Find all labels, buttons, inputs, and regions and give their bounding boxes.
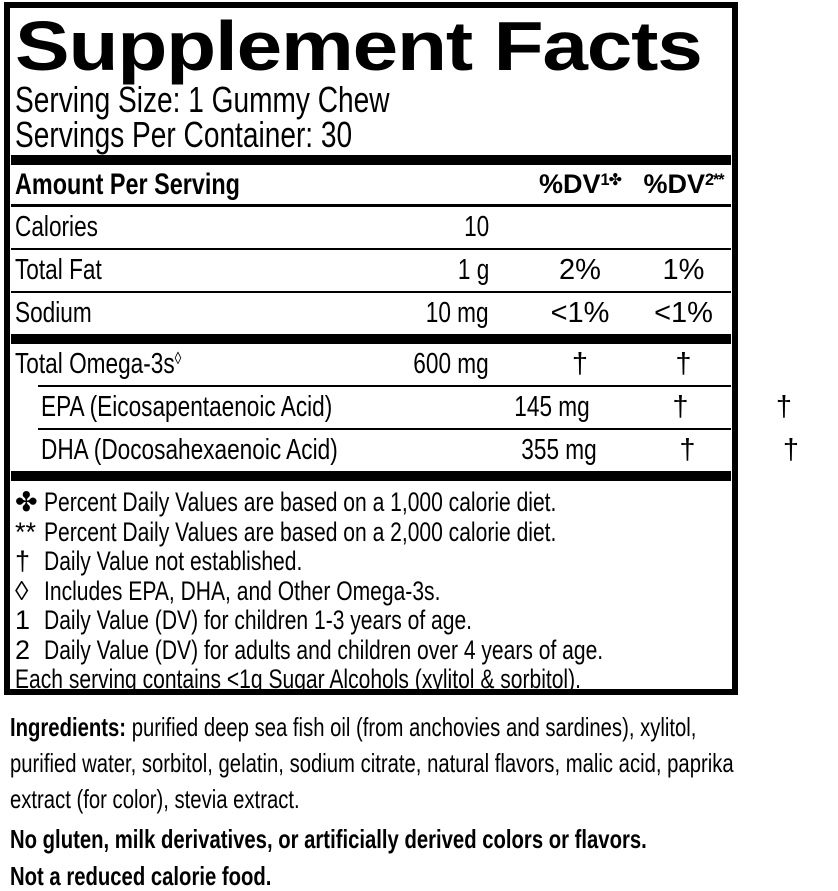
row-dv1: 2% [559, 254, 601, 286]
row-amount: 10 mg [426, 297, 489, 329]
servings-per-container-line: Servings Per Container: 30 [15, 114, 353, 155]
row-separator [11, 334, 731, 344]
footnote-line [11, 606, 731, 636]
row-dv2: † [775, 391, 793, 423]
footnote-text: Each serving contains <1g Sugar Alcohols (xylitol & sorbitol). [15, 664, 581, 694]
supplement-facts-panel [4, 2, 799, 695]
footnote-text: Daily Value (DV) for adults and children over 4 years of age. [44, 634, 604, 665]
panel-title: Supplement Facts [15, 7, 702, 85]
row-dv1: <1% [550, 297, 610, 329]
row-nutrient-name: Total Fat [15, 254, 102, 286]
footnotes-block [11, 488, 731, 695]
row-dv2: † [675, 348, 692, 380]
row-amount: 145 mg [514, 391, 590, 423]
footnote-line [11, 488, 731, 518]
table-row [11, 430, 799, 471]
row-dv2: <1% [654, 297, 713, 329]
nutrient-rows [11, 207, 799, 481]
table-row [11, 344, 731, 385]
ingredients-paragraph [10, 709, 737, 817]
row-nutrient-name: DHA (Docosahexaenoic Acid) [41, 434, 338, 466]
row-dv1: † [679, 434, 696, 466]
row-separator [11, 471, 731, 481]
footnote-text: Includes EPA, DHA, and Other Omega-3s. [44, 575, 441, 606]
footnote-symbol: 2 [15, 634, 31, 665]
dv1-column-header: $\%DV^{1✤}$ [538, 169, 622, 199]
table-row [11, 250, 731, 291]
table-row [11, 293, 731, 334]
table-row [11, 207, 731, 248]
footnote-line [11, 665, 731, 695]
row-dv1: † [672, 391, 689, 423]
row-dv1: † [571, 348, 589, 380]
table-header-row [11, 165, 731, 204]
row-nutrient-name: EPA (Eicosapentaenoic Acid) [41, 391, 333, 423]
row-amount: 600 mg [413, 348, 489, 380]
footnote-symbol: † [15, 546, 31, 576]
footnote-text: Percent Daily Values are based on a 2,000 calorie diet. [44, 516, 557, 547]
allergen-claim: No gluten, milk derivatives, or artificially derived colors or flavors. [10, 824, 647, 854]
row-nutrient-name: Sodium [15, 297, 92, 329]
serving-size-line: Serving Size: 1 Gummy Chew [15, 79, 390, 120]
footnote-symbol: ◊ [15, 575, 29, 606]
ingredients-list: purified deep sea fish oil (from anchovies and sardines), xylitol, purified water, sorbitol, gelatin, sodium citrate, natural flavors, malic acid, paprika extract (for color), stevia extract. [10, 712, 734, 814]
dv2-column-header: $\%DV^{2**}$ [643, 169, 724, 199]
footnote-symbol: ✤ [15, 487, 38, 517]
amount-per-serving-header: Amount Per Serving [15, 167, 240, 201]
below-panel-text [10, 709, 738, 891]
ingredients-lead: Ingredients: [10, 712, 127, 742]
row-dv2: 1% [662, 254, 705, 286]
row-amount: 355 mg [520, 434, 597, 466]
row-nutrient-name: Total Omega-3s◊ [15, 348, 181, 380]
footnote-text: Daily Value not established. [44, 546, 303, 576]
footnote-symbol: 1 [15, 605, 31, 635]
footnote-line [11, 636, 731, 666]
thick-rule-top [11, 155, 731, 165]
footnote-text: Percent Daily Values are based on a 1,000 calorie diet. [44, 487, 557, 517]
row-amount: 1 g [457, 254, 489, 286]
table-row [11, 387, 793, 428]
footnote-symbol: ** [15, 516, 37, 547]
footnote-line [11, 518, 731, 548]
footnote-line [11, 577, 731, 607]
row-nutrient-name: Calories [15, 211, 98, 243]
calorie-claim: Not a reduced calorie food. [10, 861, 272, 891]
footnote-text: Daily Value (DV) for children 1-3 years of age. [44, 605, 473, 635]
footnote-line [11, 547, 731, 577]
row-dv2: † [782, 434, 799, 466]
row-amount: 10 [463, 211, 489, 243]
